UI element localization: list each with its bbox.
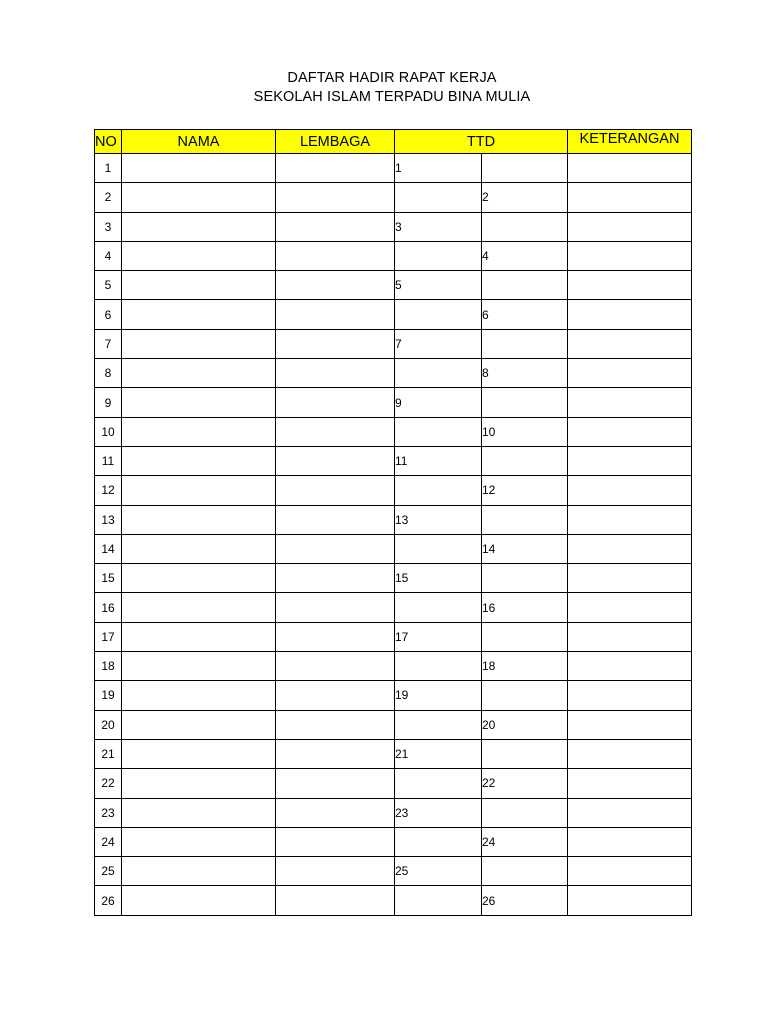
table-row [95,154,692,183]
table-row [95,476,692,505]
title-line-1: DAFTAR HADIR RAPAT KERJA [287,70,497,86]
ttd-left-cell[interactable] [395,710,482,739]
ttd-right-cell[interactable] [482,739,568,768]
ttd-right-cell[interactable]: 24 [482,827,568,856]
row-number: 18 [95,652,122,681]
nama-cell[interactable] [122,857,276,886]
ttd-right-cell[interactable]: 4 [482,241,568,270]
header-keterangan: KETERANGAN [568,130,692,154]
nama-cell[interactable] [122,622,276,651]
ttd-left-cell[interactable]: 3 [395,212,482,241]
keterangan-cell[interactable] [568,388,692,417]
row-number: 12 [95,476,122,505]
lembaga-cell[interactable] [276,886,395,915]
lembaga-cell[interactable] [276,769,395,798]
attendance-table [94,129,692,916]
lembaga-cell[interactable] [276,241,395,270]
table-row [95,593,692,622]
lembaga-cell[interactable] [276,857,395,886]
row-number: 25 [95,857,122,886]
keterangan-cell[interactable] [568,271,692,300]
ttd-left-cell[interactable]: 23 [395,798,482,827]
keterangan-cell[interactable] [568,593,692,622]
ttd-left-cell[interactable] [395,886,482,915]
nama-cell[interactable] [122,798,276,827]
table-row [95,388,692,417]
ttd-left-cell[interactable]: 15 [395,564,482,593]
keterangan-cell[interactable] [568,212,692,241]
lembaga-cell[interactable] [276,827,395,856]
ttd-right-cell[interactable] [482,212,568,241]
lembaga-cell[interactable] [276,388,395,417]
nama-cell[interactable] [122,329,276,358]
ttd-left-cell[interactable] [395,417,482,446]
table-row [95,300,692,329]
keterangan-cell[interactable] [568,534,692,563]
table-row [95,710,692,739]
row-number: 21 [95,739,122,768]
keterangan-cell[interactable] [568,857,692,886]
document-title [0,69,768,107]
ttd-right-cell[interactable] [482,622,568,651]
row-number: 20 [95,710,122,739]
row-number: 24 [95,827,122,856]
lembaga-cell[interactable] [276,739,395,768]
nama-cell[interactable] [122,827,276,856]
ttd-right-cell[interactable] [482,329,568,358]
keterangan-cell[interactable] [568,827,692,856]
header-lembaga: LEMBAGA [276,130,395,154]
row-number: 17 [95,622,122,651]
ttd-left-cell[interactable]: 25 [395,857,482,886]
lembaga-cell[interactable] [276,212,395,241]
table-row [95,446,692,475]
nama-cell[interactable] [122,769,276,798]
nama-cell[interactable] [122,154,276,183]
nama-cell[interactable] [122,681,276,710]
ttd-left-cell[interactable]: 7 [395,329,482,358]
header-nama: NAMA [122,130,276,154]
ttd-right-cell[interactable]: 14 [482,534,568,563]
ttd-left-cell[interactable] [395,476,482,505]
nama-cell[interactable] [122,593,276,622]
nama-cell[interactable] [122,300,276,329]
lembaga-cell[interactable] [276,183,395,212]
ttd-left-cell[interactable] [395,534,482,563]
lembaga-cell[interactable] [276,505,395,534]
row-number: 23 [95,798,122,827]
ttd-left-cell[interactable] [395,183,482,212]
ttd-left-cell[interactable] [395,593,482,622]
ttd-right-cell[interactable] [482,505,568,534]
ttd-right-cell[interactable]: 8 [482,359,568,388]
lembaga-cell[interactable] [276,359,395,388]
keterangan-cell[interactable] [568,446,692,475]
row-number: 13 [95,505,122,534]
keterangan-cell[interactable] [568,564,692,593]
table-row [95,183,692,212]
table-row [95,417,692,446]
lembaga-cell[interactable] [276,622,395,651]
table-row [95,505,692,534]
row-number: 10 [95,417,122,446]
ttd-right-cell[interactable]: 22 [482,769,568,798]
keterangan-cell[interactable] [568,710,692,739]
ttd-right-cell[interactable] [482,798,568,827]
table-row [95,212,692,241]
ttd-right-cell[interactable]: 16 [482,593,568,622]
lembaga-cell[interactable] [276,300,395,329]
ttd-right-cell[interactable]: 12 [482,476,568,505]
ttd-left-cell[interactable] [395,769,482,798]
row-number: 7 [95,329,122,358]
row-number: 5 [95,271,122,300]
nama-cell[interactable] [122,505,276,534]
ttd-left-cell[interactable]: 11 [395,446,482,475]
ttd-left-cell[interactable] [395,359,482,388]
nama-cell[interactable] [122,564,276,593]
keterangan-cell[interactable] [568,681,692,710]
keterangan-cell[interactable] [568,183,692,212]
nama-cell[interactable] [122,534,276,563]
table-row [95,359,692,388]
ttd-right-cell[interactable]: 26 [482,886,568,915]
keterangan-cell[interactable] [568,622,692,651]
ttd-right-cell[interactable] [482,564,568,593]
table-row [95,827,692,856]
ttd-left-cell[interactable]: 5 [395,271,482,300]
keterangan-cell[interactable] [568,417,692,446]
header-no: NO [95,130,122,154]
keterangan-cell[interactable] [568,241,692,270]
ttd-right-cell[interactable] [482,154,568,183]
lembaga-cell[interactable] [276,681,395,710]
table-row [95,534,692,563]
nama-cell[interactable] [122,388,276,417]
nama-cell[interactable] [122,652,276,681]
ttd-right-cell[interactable] [482,681,568,710]
keterangan-cell[interactable] [568,886,692,915]
lembaga-cell[interactable] [276,710,395,739]
ttd-left-cell[interactable]: 19 [395,681,482,710]
header-ttd: TTD [395,130,568,154]
table-row [95,857,692,886]
ttd-right-cell[interactable]: 18 [482,652,568,681]
nama-cell[interactable] [122,710,276,739]
lembaga-cell[interactable] [276,652,395,681]
ttd-right-cell[interactable]: 20 [482,710,568,739]
keterangan-cell[interactable] [568,769,692,798]
ttd-left-cell[interactable] [395,652,482,681]
ttd-left-cell[interactable]: 21 [395,739,482,768]
lembaga-cell[interactable] [276,446,395,475]
row-number: 11 [95,446,122,475]
row-number: 16 [95,593,122,622]
lembaga-cell[interactable] [276,417,395,446]
ttd-right-cell[interactable] [482,388,568,417]
table-row [95,798,692,827]
nama-cell[interactable] [122,417,276,446]
row-number: 3 [95,212,122,241]
table-row [95,769,692,798]
nama-cell[interactable] [122,212,276,241]
keterangan-cell[interactable] [568,798,692,827]
table-row [95,271,692,300]
keterangan-cell[interactable] [568,329,692,358]
lembaga-cell[interactable] [276,798,395,827]
table-row [95,652,692,681]
lembaga-cell[interactable] [276,534,395,563]
keterangan-cell[interactable] [568,359,692,388]
header-row [95,130,692,154]
table-body [95,154,692,916]
nama-cell[interactable] [122,183,276,212]
ttd-right-cell[interactable] [482,446,568,475]
ttd-right-cell[interactable]: 2 [482,183,568,212]
ttd-left-cell[interactable] [395,300,482,329]
ttd-left-cell[interactable] [395,827,482,856]
table-row [95,886,692,915]
row-number: 4 [95,241,122,270]
lembaga-cell[interactable] [276,564,395,593]
lembaga-cell[interactable] [276,329,395,358]
row-number: 19 [95,681,122,710]
table-row [95,739,692,768]
lembaga-cell[interactable] [276,154,395,183]
row-number: 6 [95,300,122,329]
lembaga-cell[interactable] [276,271,395,300]
keterangan-cell[interactable] [568,739,692,768]
title-line-2: SEKOLAH ISLAM TERPADU BINA MULIA [253,89,531,105]
ttd-left-cell[interactable]: 9 [395,388,482,417]
nama-cell[interactable] [122,739,276,768]
ttd-right-cell[interactable]: 10 [482,417,568,446]
row-number: 26 [95,886,122,915]
keterangan-cell[interactable] [568,154,692,183]
row-number: 22 [95,769,122,798]
lembaga-cell[interactable] [276,476,395,505]
row-number: 15 [95,564,122,593]
table-row [95,241,692,270]
keterangan-cell[interactable] [568,476,692,505]
ttd-right-cell[interactable] [482,271,568,300]
nama-cell[interactable] [122,476,276,505]
row-number: 2 [95,183,122,212]
table-row [95,622,692,651]
table-row [95,564,692,593]
ttd-left-cell[interactable]: 1 [395,154,482,183]
row-number: 14 [95,534,122,563]
keterangan-cell[interactable] [568,300,692,329]
keterangan-cell[interactable] [568,505,692,534]
ttd-left-cell[interactable] [395,241,482,270]
ttd-left-cell[interactable]: 17 [395,622,482,651]
keterangan-cell[interactable] [568,652,692,681]
nama-cell[interactable] [122,241,276,270]
row-number: 8 [95,359,122,388]
nama-cell[interactable] [122,446,276,475]
ttd-right-cell[interactable]: 6 [482,300,568,329]
nama-cell[interactable] [122,359,276,388]
lembaga-cell[interactable] [276,593,395,622]
nama-cell[interactable] [122,271,276,300]
row-number: 9 [95,388,122,417]
row-number: 1 [95,154,122,183]
ttd-left-cell[interactable]: 13 [395,505,482,534]
table-row [95,681,692,710]
ttd-right-cell[interactable] [482,857,568,886]
nama-cell[interactable] [122,886,276,915]
table-row [95,329,692,358]
